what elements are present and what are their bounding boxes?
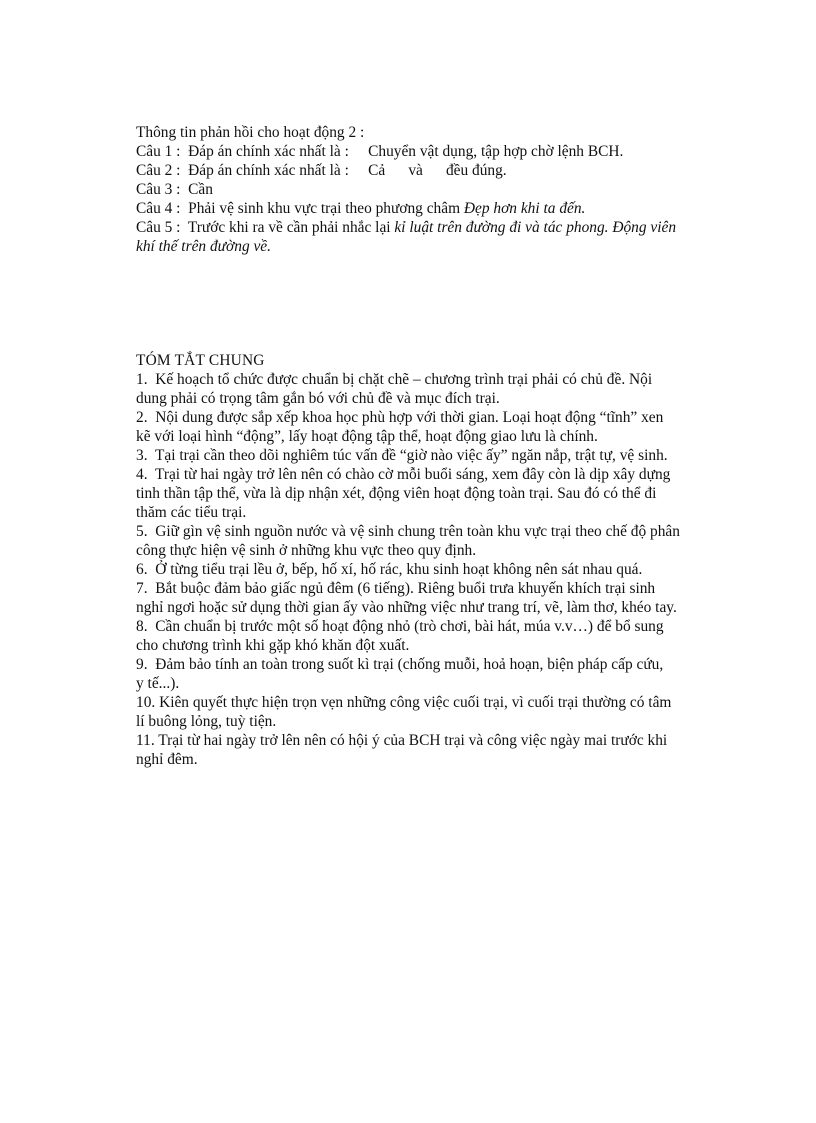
- question-2-answer-a: Cả: [368, 162, 386, 179]
- summary-section: [136, 351, 684, 769]
- summary-item-9: 9. Đảm bảo tính an toàn trong suốt kì trại (chống muỗi, hoả hoạn, biện pháp cấp cứu, y tế...).: [136, 656, 683, 692]
- summary-item-1: 1. Kế hoạch tổ chức được chuẩn bị chặt chẽ – chương trình trại phải có chủ đề. Nội dung phải có trọng tâm gắn bó với chủ đề và mục đích trại.: [136, 371, 656, 407]
- question-5: [136, 218, 681, 256]
- summary-item-2: 2. Nội dung được sắp xếp khoa học phù hợp với thời gian. Loại hoạt động “tĩnh” xen kẽ với loại hình “động”, lấy hoạt động tập thể, hoạt động giao lưu là chính.: [136, 409, 668, 445]
- question-2-label: Câu 2 :: [136, 162, 181, 179]
- summary-item-6: 6. Ở từng tiểu trại lều ở, bếp, hố xí, hố rác, khu sinh hoạt không nên sát nhau quá.: [136, 561, 643, 578]
- summary-item-3: 3. Tại trại cần theo dõi nghiêm túc vấn đề “giờ nào việc ấy” ngăn nắp, trật tự, vệ sinh.: [136, 447, 668, 464]
- question-2-answer-c: đều đúng.: [445, 162, 507, 179]
- question-1-label: Câu 1 :: [136, 143, 181, 160]
- question-3: [136, 180, 681, 199]
- question-3-text: Cần: [188, 181, 213, 198]
- question-5-italic: kỉ luật trên đường đi và tác phong. Động viên khí thế trên đường về.: [136, 219, 680, 255]
- question-5-label: Câu 5 :: [136, 219, 181, 236]
- question-2-answer-b: và: [408, 162, 423, 179]
- feedback-heading: Thông tin phản hồi cho hoạt động 2 :: [136, 124, 365, 141]
- question-1-prefix: Đáp án chính xác nhất là :: [188, 143, 349, 160]
- question-1-answer: Chuyển vật dụng, tập hợp chờ lệnh BCH.: [368, 143, 624, 160]
- question-2-prefix: Đáp án chính xác nhất là :: [188, 162, 349, 179]
- summary-item-8: 8. Cần chuẩn bị trước một số hoạt động nhỏ (trò chơi, bài hát, múa v.v…) để bổ sung cho chương trình khi gặp khó khăn đột xuất.: [136, 618, 668, 654]
- question-3-label: Câu 3 :: [136, 181, 181, 198]
- summary-item-4: 4. Trại từ hai ngày trở lên nên có chào cờ mỗi buổi sáng, xem đây còn là dịp xây dựng tinh thần tập thể, vừa là dịp nhận xét, động viên hoạt động toàn trại. Sau đó có thể đi thăm các tiểu trại.: [136, 466, 675, 521]
- feedback-section: [136, 123, 681, 256]
- question-4-label: Câu 4 :: [136, 200, 181, 217]
- question-4-italic: Đẹp hơn khi ta đến.: [463, 200, 586, 217]
- question-4-text: Phải vệ sinh khu vực trại theo phương châm: [188, 200, 464, 217]
- summary-item-5: 5. Giữ gìn vệ sinh nguồn nước và vệ sinh chung trên toàn khu vực trại theo chế độ phân công thực hiện vệ sinh ở những khu vực theo quy định.: [136, 523, 684, 559]
- summary-item-10: 10. Kiên quyết thực hiện trọn vẹn những công việc cuối trại, vì cuối trại thường có tâm lí buông lỏng, tuỳ tiện.: [136, 694, 676, 730]
- question-1: [136, 142, 681, 161]
- question-2: [136, 161, 681, 180]
- question-5-text: Trước khi ra về cần phải nhắc lại: [187, 219, 395, 236]
- summary-item-11: 11. Trại từ hai ngày trở lên nên có hội ý của BCH trại và công việc ngày mai trước khi nghỉ đêm.: [136, 732, 672, 768]
- summary-title: TÓM TẮT CHUNG: [136, 352, 265, 369]
- document-page: [136, 123, 684, 769]
- question-4: [136, 199, 681, 218]
- summary-item-7: 7. Bắt buộc đảm bảo giấc ngủ đêm (6 tiếng). Riêng buổi trưa khuyến khích trại sinh nghỉ ngơi hoặc sử dụng thời gian ấy vào những việc như trang trí, vẽ, làm thơ, khéo tay.: [136, 580, 677, 616]
